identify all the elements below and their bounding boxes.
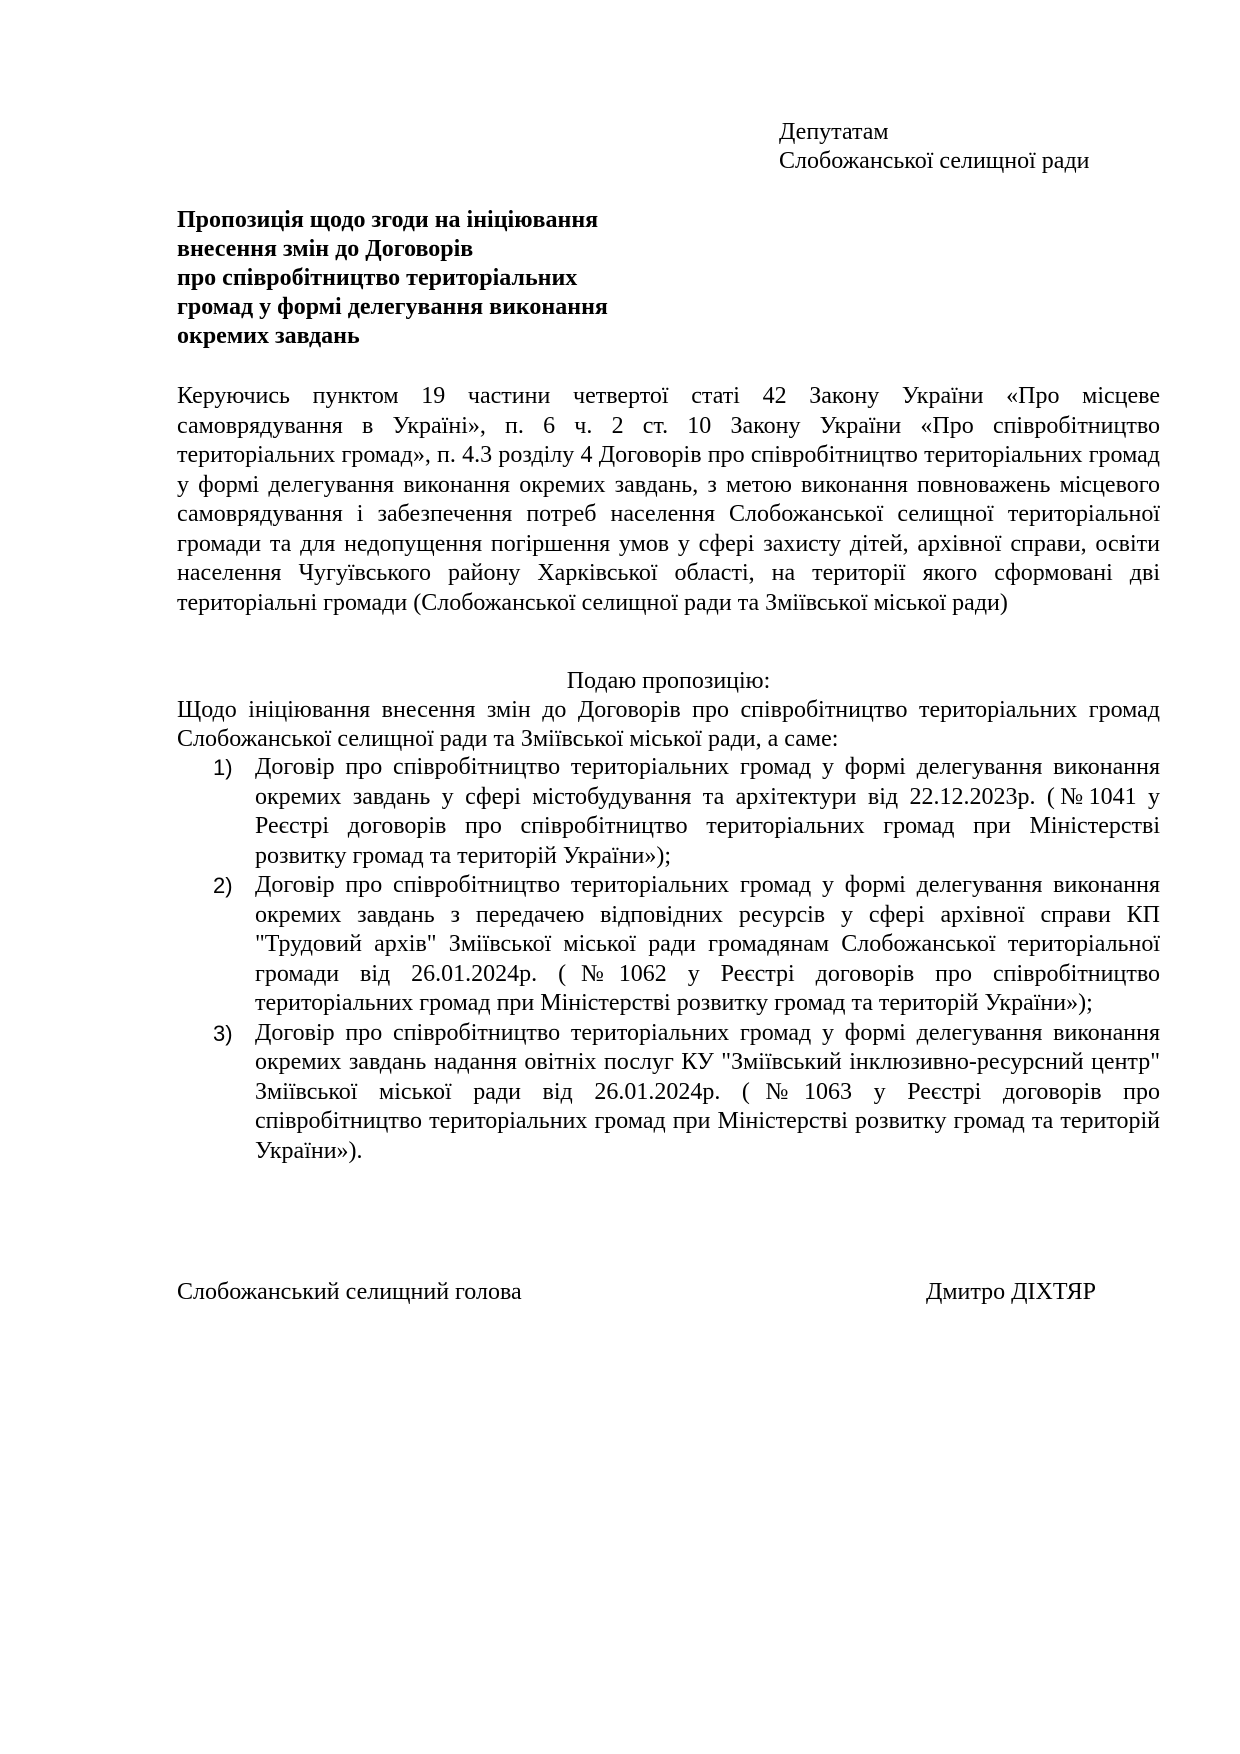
signature-role: Слобожанський селищний голова [177, 1279, 522, 1305]
document-title [177, 206, 677, 351]
addressee-line-2: Слобожанської селищної ради [779, 148, 1090, 174]
title-line-3: про співробітництво територіальних [177, 265, 578, 291]
preamble-paragraph: Керуючись пунктом 19 частини четвертої статі 42 Закону України «Про місцеве самоврядування в Україні», п. 6 ч. 2 ст. 10 Закону України «Про співробітництво територіальних громад», п. 4.3 розділу 4 Договорів про співробітництво територіальних громад у формі делегування виконання окремих завдань, з метою виконання повноважень місцевого самоврядування і забезпечення потреб населення Слобожанської селищної територіальної громади та для недопущення погіршення умов у сфері захисту дітей, архівної справи, освіти населення Чугуївського району Харківської області, на території якого сформовані дві територіальні громади (Слобожанської селищної ради та Зміївської міської ради) [177, 383, 1160, 616]
signature-name: Дмитро ДІХТЯР [926, 1279, 1096, 1305]
addressee-block [779, 118, 1199, 176]
title-line-5: окремих завдань [177, 323, 360, 349]
list-item [177, 1019, 1160, 1167]
list-item-number: 3) [213, 1020, 233, 1046]
addressee-line-1: Депутатам [779, 119, 889, 145]
list-item-text: Договір про співробітництво територіальних громад у формі делегування виконання окремих завдань у сфері містобудування та архітектури від 22.12.2023р. (№1041 у Реєстрі договорів про співробітництво територіальних громад при Міністерстві розвитку громад та територій України»); [255, 754, 1160, 869]
agreements-list [177, 753, 1160, 1166]
list-item [177, 753, 1160, 871]
proposal-paragraph: Щодо ініціювання внесення змін до Договорів про співробітництво територіальних громад Слобожанської селищної ради та Зміївської міської ради, а саме: [177, 697, 1160, 752]
list-item-text: Договір про співробітництво територіальних громад у формі делегування виконання окремих завдань надання овітніх послуг КУ "Зміївський інклюзивно-ресурсний центр" Зміївської міської ради від 26.01.2024р. (№1063 у Реєстрі договорів про співробітництво територіальних громад при Міністерстві розвитку громад та територій України»). [255, 1019, 1160, 1164]
list-item-number: 2) [213, 873, 233, 898]
list-item-text: Договір про співробітництво територіальних громад у формі делегування виконання окремих завдань з передачею відповідних ресурсів у сфері архівної справи КП "Трудовий архів" Зміївської міської ради громадянам Слобожанської територіальної громади від 26.01.2024р. (№1062 у Реєстрі договорів про співробітництво територіальних громад при Міністерстві розвитку громад та територій України»); [255, 872, 1160, 1016]
submit-heading: Подаю пропозицію: [566, 668, 771, 694]
list-item [177, 871, 1160, 1019]
list-item-number: 1) [213, 755, 233, 780]
title-line-2: внесення змін до Договорів [177, 236, 474, 262]
title-line-4: громад у формі делегування виконання [177, 294, 608, 320]
title-line-1: Пропозиція щодо згоди на ініціювання [177, 207, 599, 233]
